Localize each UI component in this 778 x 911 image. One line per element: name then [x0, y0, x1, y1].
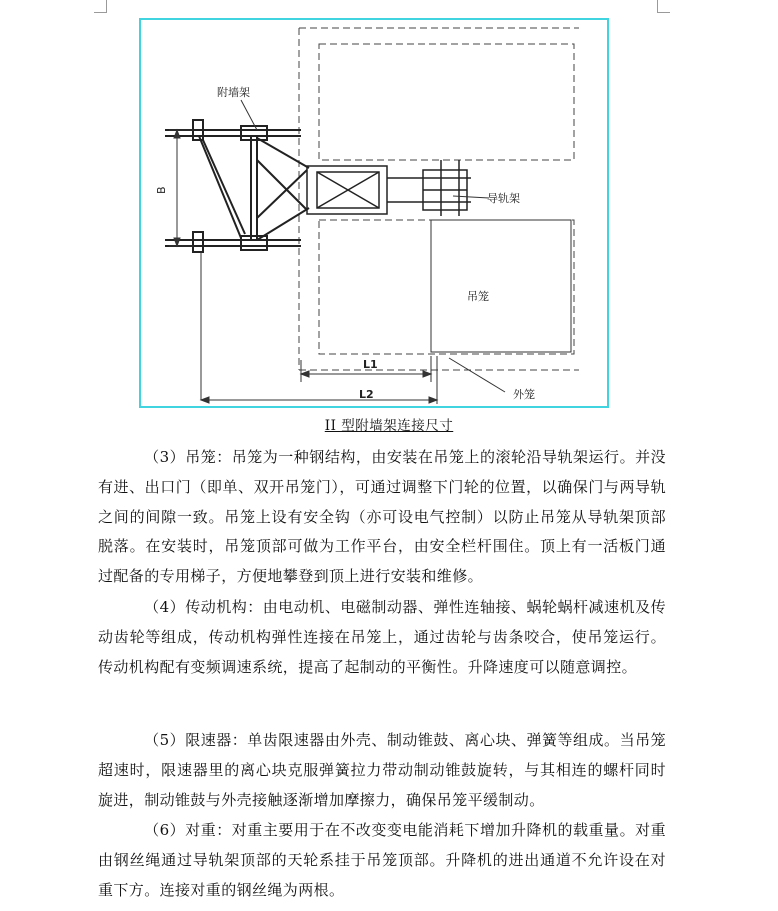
dim-l1-label: L1	[363, 358, 378, 371]
dim-l2-label: L2	[359, 388, 374, 401]
outer-cage-outline	[299, 28, 579, 370]
outer-cage-label: 外笼	[513, 388, 535, 401]
page-corner-mark-right	[657, 0, 670, 13]
cage-label: 吊笼	[467, 290, 489, 303]
dimension-l	[201, 252, 505, 404]
paragraph-speed-limiter: （5）限速器：单齿限速器由外壳、制动锥鼓、离心块、弹簧等组成。当吊笼超速时，限速器里的离心块克服弹簧拉力带动制动锥鼓旋转，与其相连的螺杆同时旋进，制动锥鼓与外壳接触逐渐增加摩擦力，确保吊笼平缓制动。	[98, 731, 666, 809]
paragraph-drive-mechanism: （4）传动机构：由电动机、电磁制动器、弹性连轴接、蜗轮蜗杆减速机及传动齿轮等组成，传动机构弹性连接在吊笼上，通过齿轮与齿条咬合，使吊笼运行。传动机构配有变频调速系统，提高了起制动的平衡性。升降速度可以随意调控。	[98, 598, 666, 676]
dimension-b	[169, 130, 193, 246]
cage-outline	[431, 220, 571, 352]
mast-section	[307, 160, 471, 216]
paragraph-cage: （3）吊笼：吊笼为一种钢结构，由安装在吊笼上的滚轮沿导轨架运行。并没有进、出口门（即单、双开吊笼门），可通过调整下门轮的位置，以确保门与两导轨之间的间隙一致。吊笼上设有安全钩（亦可设电气控制）以防止吊笼从导轨架顶部脱落。在安装时，吊笼顶部可做为工作平台，由安全栏杆围住。顶上有一活板门通过配备的专用梯子，方便地攀登到顶上进行安装和维修。	[98, 448, 666, 586]
wall-bracket-diagram	[141, 20, 607, 406]
dim-b-label: B	[155, 186, 168, 194]
wall-bracket-label: 附墙架	[217, 86, 250, 99]
figure-caption: II 型附墙架连接尺寸	[324, 418, 454, 434]
figure-frame	[139, 18, 609, 408]
guide-rail-label: 导轨架	[487, 192, 520, 205]
wall-plates	[165, 120, 301, 252]
paragraph-counterweight: （6）对重：对重主要用于在不改变变电能消耗下增加升降机的载重量。对重由钢丝绳通过导轨架顶部的天轮系挂于吊笼顶部。升降机的进出通道不允许设在对重下方。连接对重的钢丝绳为两根。	[98, 821, 666, 899]
truss-frame	[199, 136, 309, 240]
page-corner-mark-left	[94, 0, 107, 13]
